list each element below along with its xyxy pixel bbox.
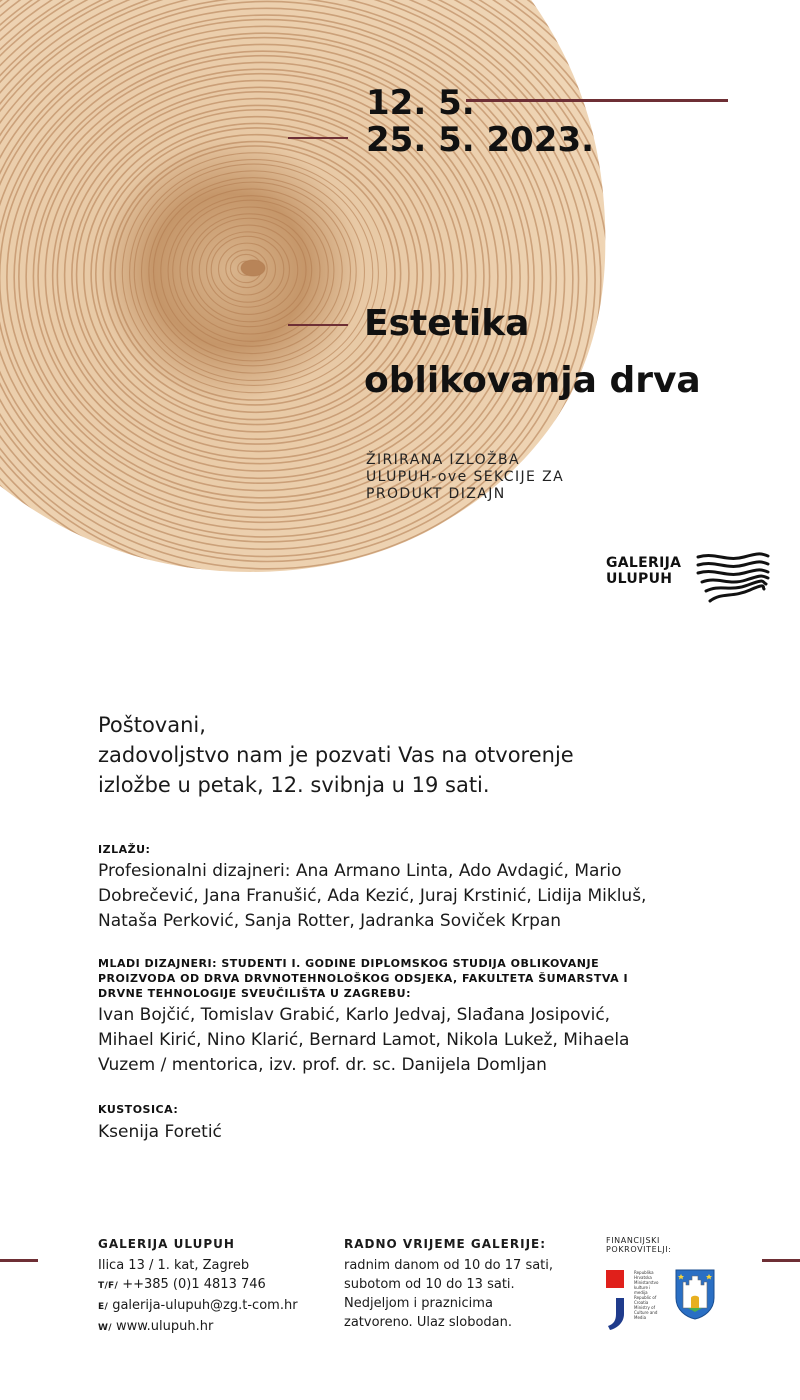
footer-phone: ++385 (0)1 4813 746: [122, 1277, 266, 1292]
greeting-line3: izložbe u petak, 12. svibnja u 19 sati.: [98, 773, 490, 797]
footer-gallery-info: [98, 1235, 338, 1338]
gallery-logo-text: [606, 555, 681, 587]
sponsors-label-line1: FINANCIJSKI: [606, 1236, 660, 1245]
hours-line4: zatvoreno. Ulaz slobodan.: [344, 1315, 513, 1330]
zagreb-coat-of-arms-icon: [674, 1268, 716, 1320]
young-designers-line2: Mihael Kirić, Nino Klarić, Bernard Lamot, Nikola Lukež, Mihaela: [98, 1030, 630, 1050]
young-designers-label-line3: DRVNE TEHNOLOGIJE SVEUČILIŠTA U ZAGREBU:: [98, 987, 412, 1000]
curator-name: Ksenija Foretić: [98, 1122, 222, 1142]
phone-prefix: T/F/: [98, 1281, 119, 1291]
young-designers-section: [98, 956, 738, 1078]
footer-phone-row: [98, 1275, 338, 1296]
young-designers-line3: Vuzem / mentorica, izv. prof. dr. sc. Danijela Domljan: [98, 1055, 547, 1075]
subtitle-line1: ŽIRIRANA IZLOŽBA: [366, 452, 521, 468]
email-prefix: E/: [98, 1302, 109, 1312]
footer-rule-left: [0, 1259, 38, 1262]
gallery-logo-line1: GALERIJA: [606, 555, 682, 571]
curator-section: [98, 1102, 738, 1145]
title-rule: [288, 324, 348, 326]
wave-lines-icon: [696, 552, 770, 606]
subtitle-line3: PRODUKT DIZAJN: [366, 486, 506, 502]
footer-gallery-heading: GALERIJA ULUPUH: [98, 1237, 235, 1251]
curator-label: KUSTOSICA:: [98, 1103, 179, 1116]
date-rule-top: [466, 99, 728, 102]
footer-rule-right: [762, 1259, 800, 1262]
greeting-line2: zadovoljstvo nam je pozvati Vas na otvorenje: [98, 743, 574, 767]
sponsors-label: [606, 1236, 672, 1254]
footer-email-row: [98, 1296, 338, 1317]
exhibitors-label: IZLAŽU:: [98, 843, 151, 856]
end-date: 25. 5. 2023.: [366, 120, 595, 160]
footer-opening-hours: [344, 1235, 594, 1332]
web-prefix: W/: [98, 1323, 112, 1333]
gallery-logo-line2: ULUPUH: [606, 571, 673, 587]
exhibition-subtitle: [366, 452, 564, 503]
start-date: 12. 5.: [366, 83, 475, 123]
exhibition-title-line2: oblikovanja drva: [364, 360, 701, 401]
exhibition-title-line1: Estetika: [364, 303, 530, 344]
subtitle-line2: ULUPUH-ove SEKCIJE ZA: [366, 469, 565, 485]
sponsors-label-line2: POKROVITELJI:: [606, 1245, 672, 1254]
footer-hours-heading: RADNO VRIJEME GALERIJE:: [344, 1237, 547, 1251]
young-designers-label-line2: PROIZVODA OD DRVA DRVNOTEHNOLOŠKOG ODSJEKA, FAKULTETA ŠUMARSTVA I: [98, 972, 629, 985]
footer-web-link[interactable]: www.ulupuh.hr: [115, 1319, 214, 1334]
footer-web-row: [98, 1317, 338, 1338]
exhibitors-line2: Dobrečević, Jana Franušić, Ada Kezić, Juraj Krstinić, Lidija Mikluš,: [98, 886, 647, 906]
date-rule-middle: [288, 137, 348, 139]
hours-line2: subotom od 10 do 13 sati.: [344, 1277, 515, 1292]
ministry-logo-icon: [606, 1270, 628, 1332]
invitation-greeting: [98, 710, 738, 800]
exhibitors-line3: Nataša Perković, Sanja Rotter, Jadranka Soviček Krpan: [98, 911, 562, 931]
greeting-line1: Poštovani,: [98, 713, 206, 737]
exhibitors-line1: Profesionalni dizajneri: Ana Armano Linta, Ado Avdagić, Mario: [98, 861, 622, 881]
footer-email-link[interactable]: galerija-ulupuh@zg.t-com.hr: [112, 1298, 298, 1313]
ministry-text: Republika Hrvatska Ministarstvo kulture i medija Republic of Croatia Ministry of Culture and Media: [634, 1270, 659, 1320]
young-designers-line1: Ivan Bojčić, Tomislav Grabić, Karlo Jedvaj, Slađana Josipović,: [98, 1005, 611, 1025]
footer-address: Ilica 13 / 1. kat, Zagreb: [98, 1258, 250, 1273]
exhibitors-section: [98, 842, 738, 934]
hours-line1: radnim danom od 10 do 17 sati,: [344, 1258, 554, 1273]
hours-line3: Nedjeljom i praznicima: [344, 1296, 493, 1311]
young-designers-label-line1: MLADI DIZAJNERI: STUDENTI I. GODINE DIPLOMSKOG STUDIJA OBLIKOVANJE: [98, 957, 600, 970]
pith: [241, 260, 265, 276]
